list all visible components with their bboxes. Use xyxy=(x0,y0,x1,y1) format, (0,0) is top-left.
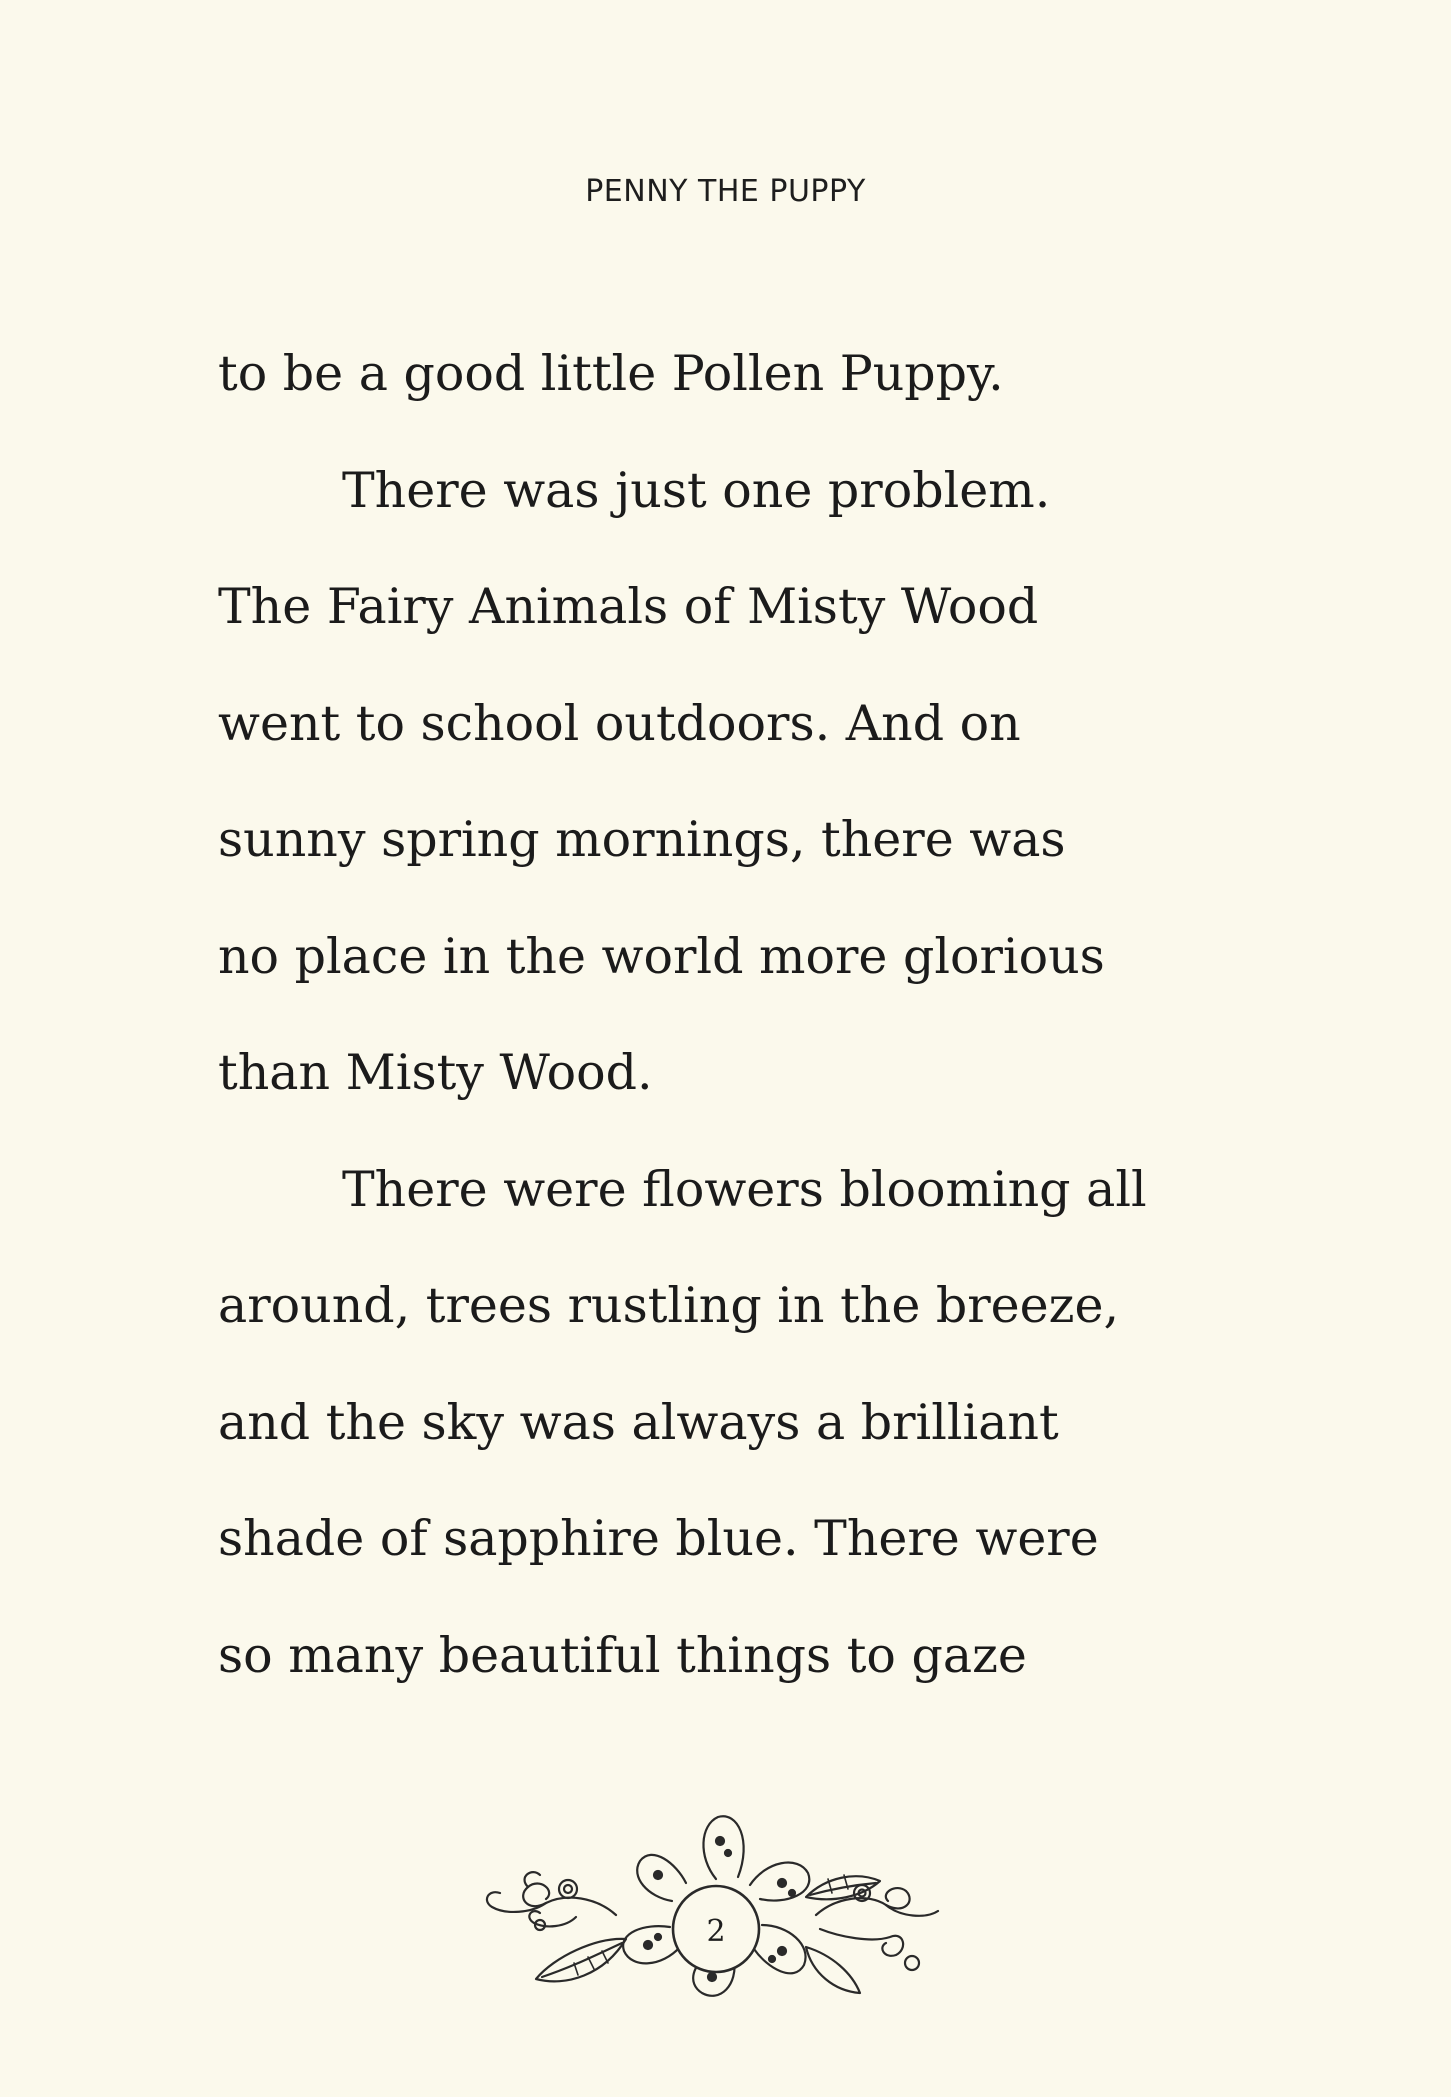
text-line: sunny spring mornings, there was xyxy=(218,811,1066,868)
flower-ornament-icon xyxy=(476,1797,956,1997)
text-line: There was just one problem. xyxy=(342,461,1051,519)
text-line: so many beautiful things to gaze xyxy=(218,1626,1027,1684)
text-line: There were flowers blooming all xyxy=(342,1160,1147,1218)
text-line: to be a good little Pollen Puppy. xyxy=(218,345,1004,402)
body-text xyxy=(218,316,1258,1714)
page-number: 2 xyxy=(706,1914,726,1949)
text-line: The Fairy Animals of Misty Wood xyxy=(218,578,1039,635)
text-line: went to school outdoors. And on xyxy=(218,694,1021,752)
text-line: no place in the world more glorious xyxy=(218,927,1105,985)
text-line: and the sky was always a brilliant xyxy=(218,1393,1059,1451)
text-line: around, trees rustling in the breeze, xyxy=(218,1277,1120,1334)
text-line: than Misty Wood. xyxy=(218,1044,653,1101)
running-head: PENNY THE PUPPY xyxy=(585,174,866,209)
text-line: shade of sapphire blue. There were xyxy=(218,1510,1099,1567)
page-folio xyxy=(476,1797,956,1997)
